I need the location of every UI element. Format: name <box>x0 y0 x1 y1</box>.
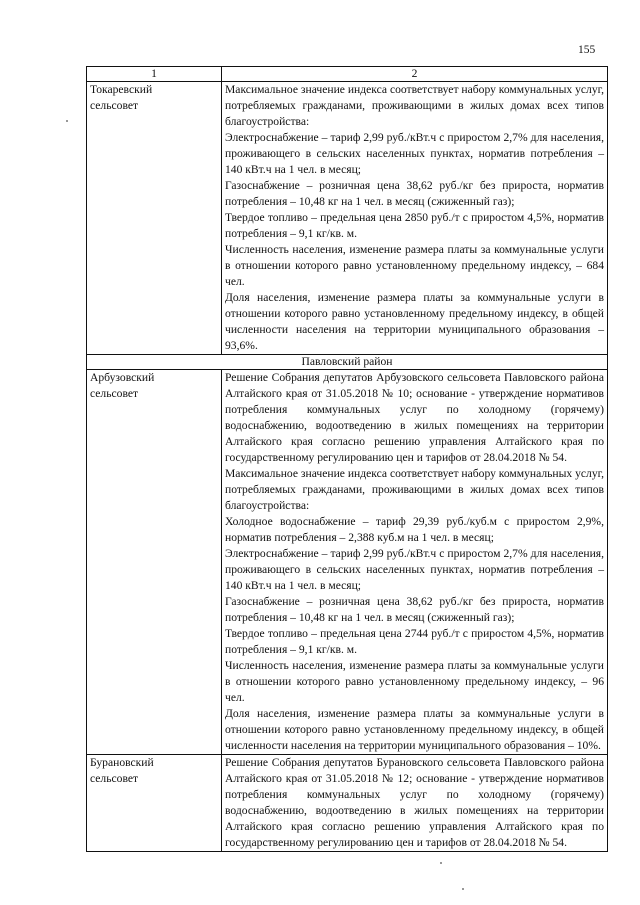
paragraph: Газоснабжение – розничная цена 38,62 руб./кг без прироста, норматив потребления – 10,48 кг на 1 чел. в месяц (сжиженный газ); <box>225 595 604 624</box>
paragraph: Решение Собрания депутатов Бурановского сельсовета Павловского района Алтайского края от 31.05.2018 № 12; основание - утверждение нормативов потребления коммунальных услуг по холодному (горячему) водоснабжению, водоотведению в жилых помещениях на территории Алтайского края согласно решению управления Алтайского края по государственному регулированию цен и тарифов от 28.04.2018 № 54. <box>225 756 604 849</box>
settlement-name <box>87 755 222 852</box>
table-header-row <box>87 67 608 82</box>
settlement-name <box>87 370 222 755</box>
table-row <box>87 370 608 755</box>
paragraph: Доля населения, изменение размера платы за коммунальные услуги в отношении которого равно установленному предельному индексу, в общей численности населения на территории муниципального образования – 93,6%. <box>225 291 604 352</box>
paragraph: Максимальное значение индекса соответствует набору коммунальных услуг, потребляемых гражданами, проживающими в жилых домах всех типов благоустройства: <box>225 83 604 128</box>
table-row <box>87 82 608 355</box>
tariff-table <box>86 66 608 852</box>
settlement-description <box>222 82 608 355</box>
paragraph: Твердое топливо – предельная цена 2744 руб./т с приростом 4,5%, норматив потребления – 9,1 кг/кв. м. <box>225 627 604 656</box>
scan-speck <box>440 862 442 864</box>
settlement-name <box>87 82 222 355</box>
paragraph: Решение Собрания депутатов Арбузовского сельсовета Павловского района Алтайского края от 31.05.2018 № 10; основание - утверждение нормативов потребления коммунальных услуг по холодному (горячему) водоснабжению, водоотведению в жилых помещениях на территории Алтайского края согласно решению управления Алтайского края по государственному регулированию цен и тарифов от 28.04.2018 № 54. <box>225 371 604 464</box>
paragraph: Максимальное значение индекса соответствует набору коммунальных услуг, потребляемых гражданами, проживающими в жилых домах всех типов благоустройства: <box>225 467 604 512</box>
settlement-name-line: Бурановский <box>90 756 154 769</box>
page-number: 155 <box>578 44 596 56</box>
settlement-name-line: сельсовет <box>90 387 139 400</box>
settlement-name-line: сельсовет <box>90 772 139 785</box>
settlement-name-line: Арбузовский <box>90 371 155 384</box>
paragraph: Газоснабжение – розничная цена 38,62 руб./кг без прироста, норматив потребления – 10,48 кг на 1 чел. в месяц (сжиженный газ); <box>225 179 604 208</box>
paragraph: Численность населения, изменение размера платы за коммунальные услуги в отношении которого равно установленному предельному индексу, – 96 чел. <box>225 659 604 704</box>
paragraph: Холодное водоснабжение – тариф 29,39 руб./куб.м с приростом 2,9%, норматив потребления – 2,388 куб.м на 1 чел. в месяц; <box>225 515 604 544</box>
settlement-description <box>222 370 608 755</box>
table-row <box>87 755 608 852</box>
settlement-description <box>222 755 608 852</box>
paragraph: Численность населения, изменение размера платы за коммунальные услуги в отношении которого равно установленному предельному индексу, – 684 чел. <box>225 243 604 288</box>
column-header-1: 1 <box>87 67 222 82</box>
paragraph: Доля населения, изменение размера платы за коммунальные услуги в отношении которого равно установленному предельному индексу, в общей численности населения на территории муниципального образования – 10%. <box>225 707 604 752</box>
paragraph: Твердое топливо – предельная цена 2850 руб./т с приростом 4,5%, норматив потребления – 9,1 кг/кв. м. <box>225 211 604 240</box>
paragraph: Электроснабжение – тариф 2,99 руб./кВт.ч с приростом 2,7% для населения, проживающего в сельских населенных пунктах, норматив потребления – 140 кВт.ч на 1 чел. в месяц; <box>225 547 604 592</box>
region-row <box>87 355 608 370</box>
scan-speck <box>66 120 68 122</box>
settlement-name-line: сельсовет <box>90 99 139 112</box>
scan-speck <box>462 888 464 890</box>
paragraph: Электроснабжение – тариф 2,99 руб./кВт.ч с приростом 2,7% для населения, проживающего в сельских населенных пунктах, норматив потребления – 140 кВт.ч на 1 чел. в месяц; <box>225 131 604 176</box>
region-title: Павловский район <box>87 355 608 370</box>
settlement-name-line: Токаревский <box>90 83 153 96</box>
column-header-2: 2 <box>222 67 608 82</box>
